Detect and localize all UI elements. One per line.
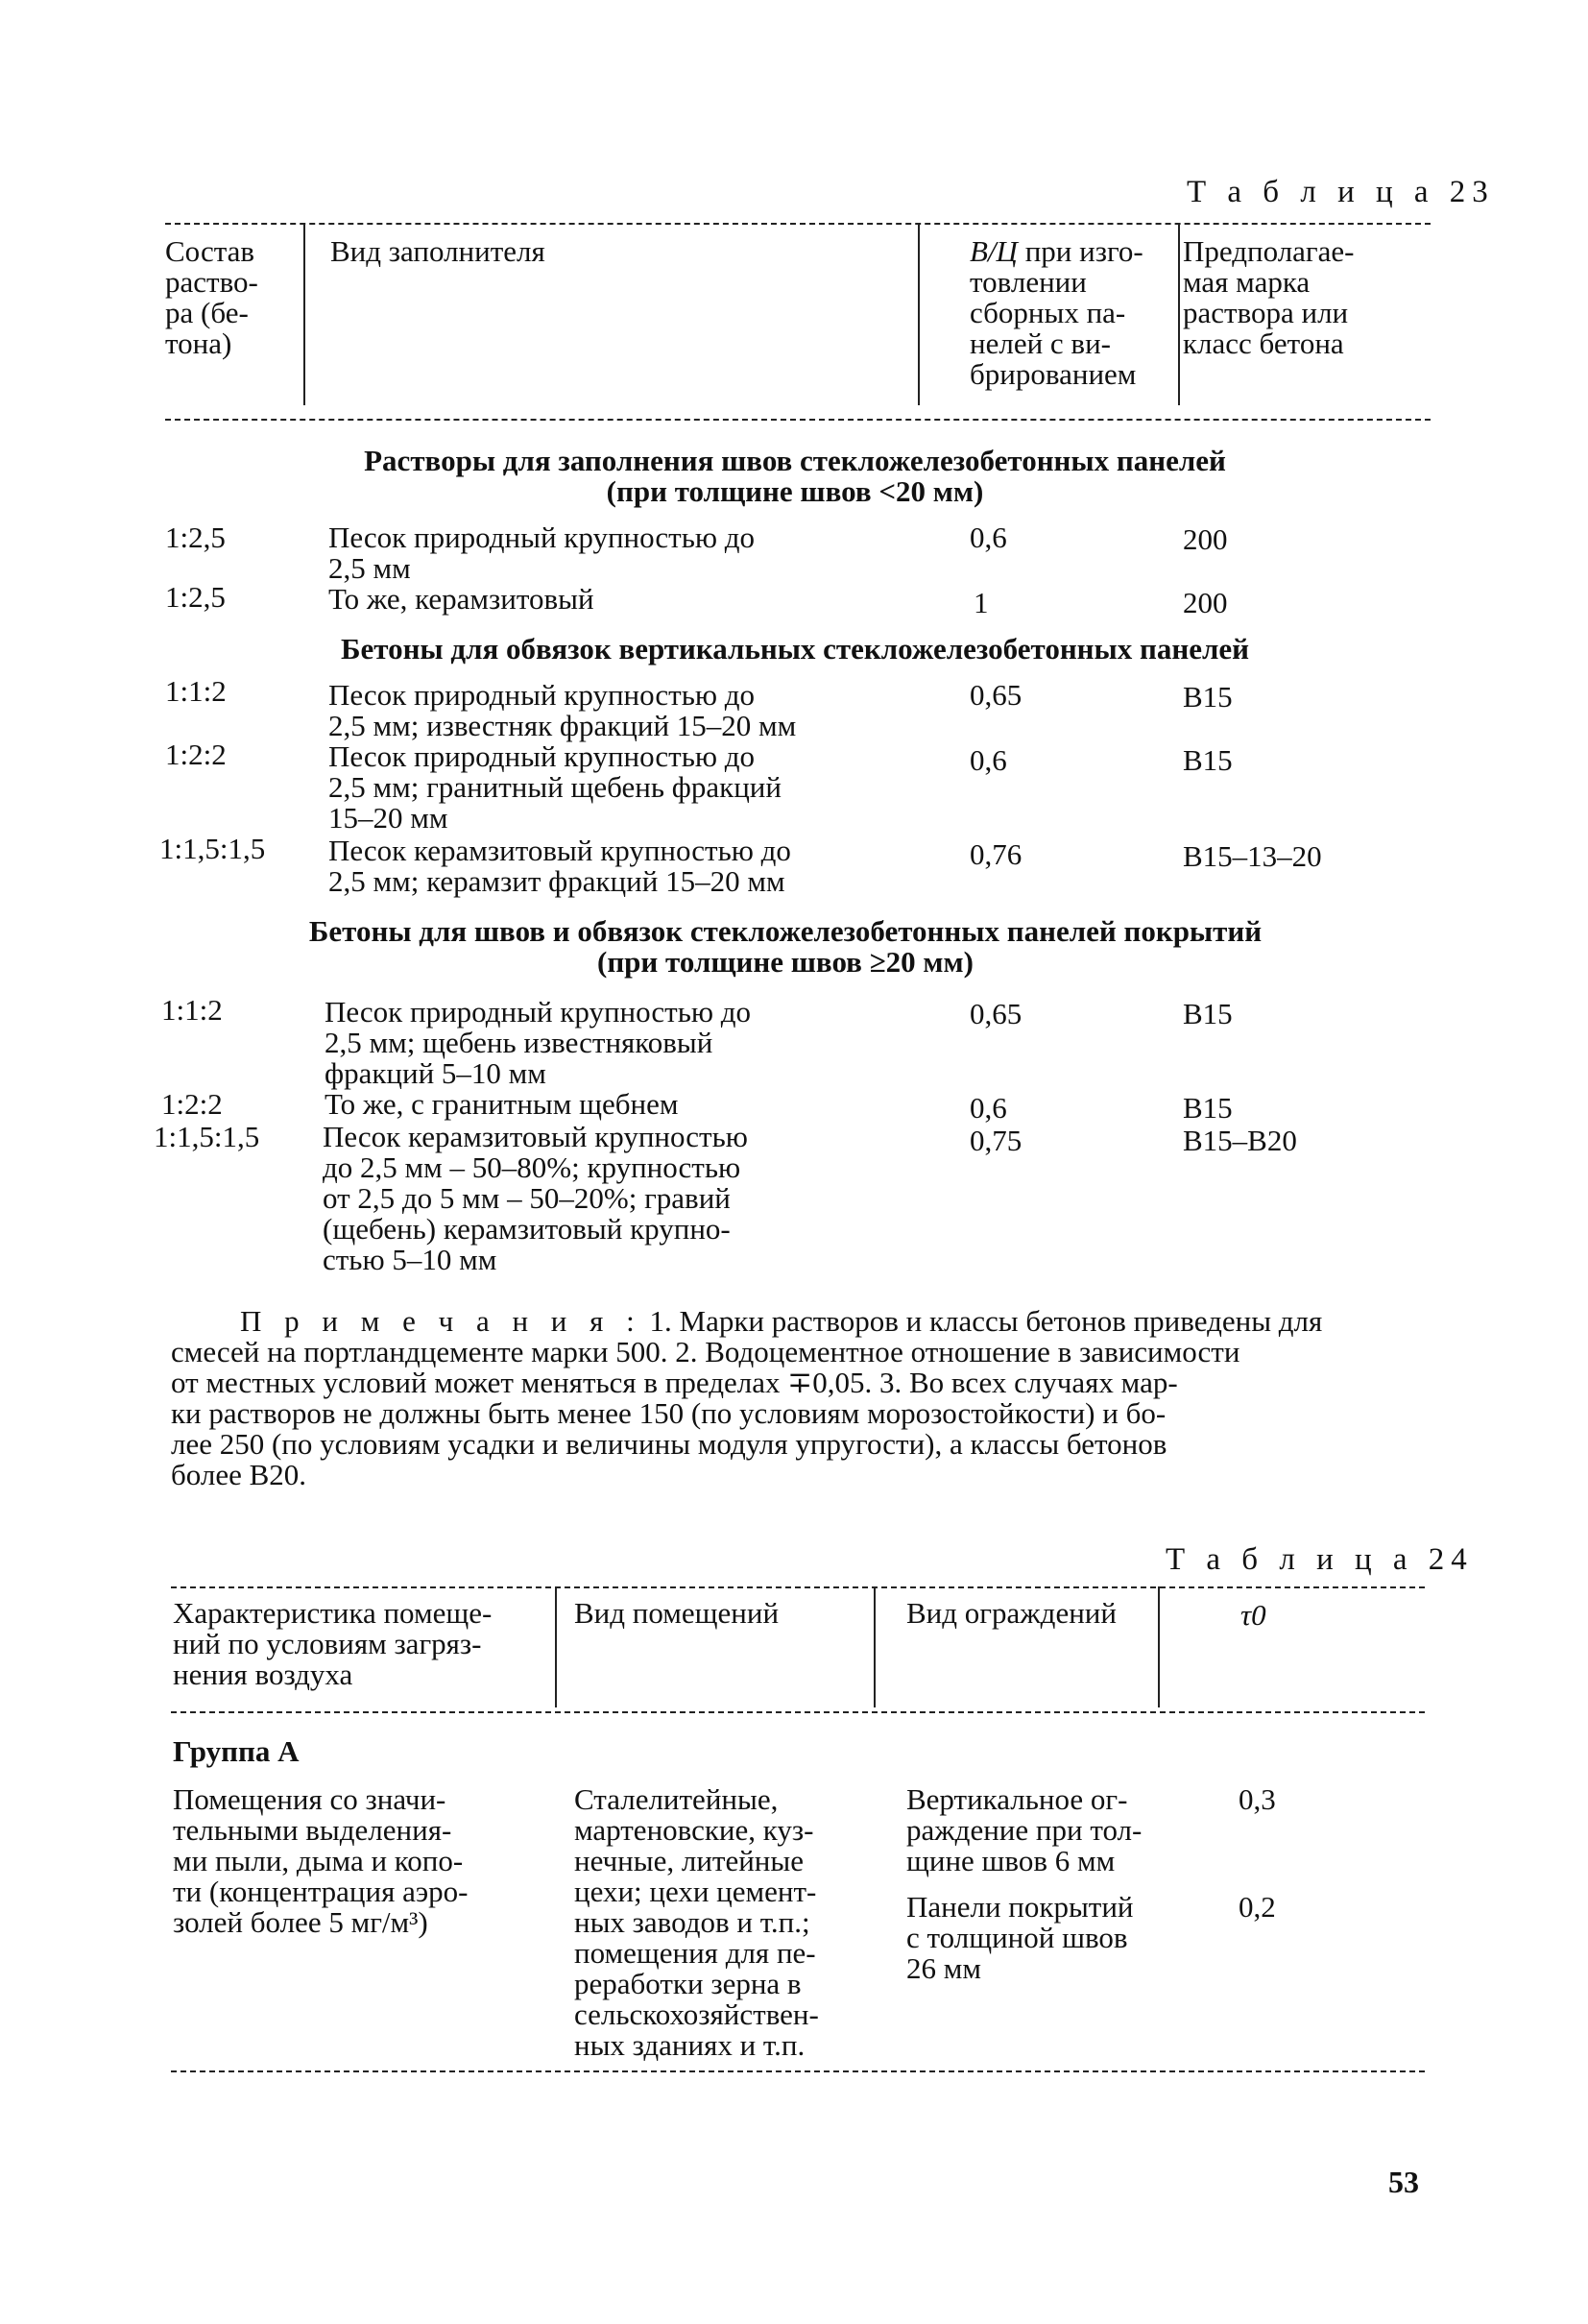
row-wc: 0,76 — [970, 837, 1023, 871]
row-wc: 0,65 — [970, 997, 1023, 1030]
section-title-tie-concretes: Бетоны для обвязок вертикальных стекложелезобетонных панелей — [341, 632, 1249, 666]
row-filler: То же, керамзитовый — [328, 582, 594, 616]
row-filler: Песок природный крупностью до 2,5 мм; щебень известняковый фракций 5–10 мм — [325, 995, 752, 1090]
table-24-header-rule — [171, 1711, 1425, 1713]
row-filler: Песок керамзитовый крупностью до 2,5 мм; керамзит фракций 15–20 мм — [328, 834, 791, 898]
table-24-top-rule — [171, 1586, 1425, 1588]
row-filler: Песок керамзитовый крупностью до 2,5 мм – 50–80%; крупностью от 2,5 до 5 мм – 50–20%; гравий (щебень) керамзитовый крупно- стью 5–10 мм — [323, 1120, 748, 1276]
enclosure-vertical-value: 0,3 — [1239, 1782, 1276, 1816]
row-wc: 1 — [974, 586, 989, 619]
table-23-col-divider-1 — [303, 223, 305, 405]
table-23-notes: П р и м е ч а н и я : 1. Марки растворов и классы бетонов приведены для смесей на портландцементе марки 500. 2. Водоцементное отношение в зависимости от местных условий может меняться в пределах ∓0,05. 3. Во всех случаях мар- ки растворов не должны быть менее 150 (по условиям морозостойкости) и бо- лее 250 (по условиям усадки и величины модуля упругости), а классы бетонов более В20. — [171, 1304, 1323, 1491]
row-ratio: 1:2,5 — [165, 580, 226, 614]
row-ratio: 1:1,5:1,5 — [159, 832, 266, 865]
row-filler: Песок природный крупностью до 2,5 мм — [328, 520, 756, 585]
enclosure-roof-value: 0,2 — [1239, 1890, 1276, 1924]
table-23-header-rule — [165, 419, 1431, 421]
group-a-label: Группа А — [173, 1734, 300, 1768]
row-wc: 0,75 — [970, 1124, 1023, 1157]
row-ratio: 1:2,5 — [165, 520, 226, 554]
row-ratio: 1:1:2 — [165, 674, 227, 708]
enclosure-roof: Панели покрытий с толщиной швов 26 мм — [906, 1890, 1134, 1985]
table-24-col-divider-3 — [1158, 1586, 1160, 1707]
section-title-roof-concretes: Бетоны для швов и обвязок стекложелезобетонных панелей покрытий (при толщине швов ≥20 мм) — [308, 914, 1263, 979]
row-filler: Песок природный крупностью до 2,5 мм; гранитный щебень фракций 15–20 мм — [328, 739, 782, 835]
row-grade: 200 — [1183, 522, 1228, 556]
table-23-caption: Т а б л и ц а 23 — [1187, 175, 1495, 209]
table-24-header-rooms: Вид помещений — [574, 1596, 780, 1630]
row-filler: То же, с гранитным щебнем — [325, 1087, 679, 1121]
table-24-header-tau: τ0 — [1240, 1598, 1266, 1632]
table-24-caption: Т а б л и ц а 24 — [1166, 1542, 1474, 1577]
table-23-col-divider-3 — [1178, 223, 1180, 405]
group-a-rooms: Сталелитейные, мартеновские, куз- нечные, литейные цехи; цехи цемент- ных заводов и т.п.; помещения для пе- реработки зерна в сельскохозяйствен- ных зданиях и т.п. — [574, 1782, 819, 2062]
row-grade: B15 — [1183, 997, 1233, 1030]
row-grade: 200 — [1183, 586, 1228, 619]
row-ratio: 1:1:2 — [161, 993, 223, 1027]
enclosure-vertical: Вертикальное ог- раждение при тол- щине швов 6 мм — [906, 1782, 1143, 1877]
page-number: 53 — [1388, 2165, 1419, 2199]
row-wc: 0,6 — [970, 1091, 1007, 1125]
row-grade: B15 — [1183, 743, 1233, 777]
group-a-characteristic: Помещения со значи- тельными выделения- ми пыли, дыма и копо- ти (концентрация аэро- золей более 5 мг/м³) — [173, 1782, 469, 1939]
table-24-bottom-rule — [171, 2070, 1425, 2072]
table-23-header-filler: Вид заполнителя — [330, 234, 545, 268]
row-wc: 0,6 — [970, 743, 1007, 777]
table-23-header-grade: Предполагае- мая марка раствора или класс бетона — [1183, 234, 1355, 360]
table-24-col-divider-1 — [555, 1586, 557, 1707]
row-grade: B15–B20 — [1183, 1124, 1297, 1157]
row-wc: 0,65 — [970, 678, 1023, 712]
row-grade: B15–13–20 — [1183, 839, 1322, 873]
table-24-header-enclosures: Вид ограждений — [906, 1596, 1117, 1630]
table-23-col-divider-2 — [918, 223, 920, 405]
table-24-header-characteristic: Характеристика помеще- ний по условиям загряз- нения воздуха — [173, 1596, 493, 1691]
row-ratio: 1:2:2 — [165, 738, 227, 771]
row-grade: B15 — [1183, 1091, 1233, 1125]
table-24-col-divider-2 — [874, 1586, 876, 1707]
section-title-mortars: Растворы для заполнения швов стекложелезобетонных панелей (при толщине швов <20 мм) — [364, 444, 1226, 508]
row-ratio: 1:1,5:1,5 — [154, 1120, 260, 1153]
table-23-top-rule — [165, 223, 1431, 225]
row-filler: Песок природный крупностью до 2,5 мм; известняк фракций 15–20 мм — [328, 678, 797, 742]
table-23-header-composition: Состав раство- ра (бе- тона) — [165, 234, 258, 360]
row-wc: 0,6 — [970, 520, 1007, 554]
row-ratio: 1:2:2 — [161, 1087, 223, 1121]
table-23-header-wc: В/Ц при изго- товлении сборных па- нелей с ви- брированием — [970, 234, 1143, 391]
row-grade: B15 — [1183, 680, 1233, 714]
